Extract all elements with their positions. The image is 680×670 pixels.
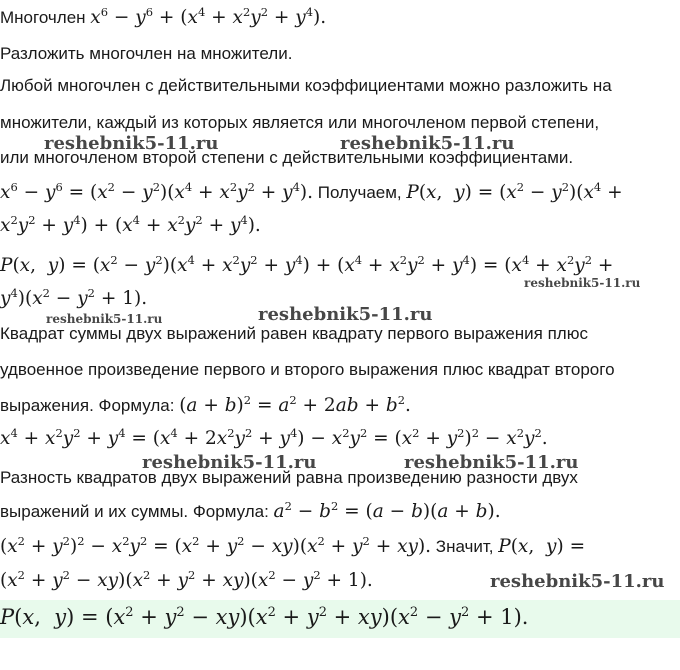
watermark: reshebnik5-11.ru bbox=[490, 571, 665, 592]
theory2-line-3 bbox=[0, 394, 411, 418]
step4-text: Значит, bbox=[431, 537, 499, 556]
step4-formula-a: $(x^2 + y^2)^2 - x^2y^2 = (x^2 + y^2 - xy)(x^2 + y^2 + xy)$. bbox=[0, 533, 432, 557]
watermark: reshebnik5-11.ru bbox=[524, 276, 641, 290]
answer-formula: P(x, $y) = (x^2 + y^2 - xy)(x^2 + y^2 + xy)(x^2 - y^2 + 1)$. bbox=[0, 604, 529, 629]
theory3-formula: $a^2 - b^2 = (a - b)(a + b)$. bbox=[273, 498, 501, 522]
theory1-line-1: Любой многочлен с действительными коэффициентами можно разложить на bbox=[0, 76, 612, 95]
step4-formula-b-1: P(x, y) = bbox=[498, 536, 586, 557]
task-line: Разложить многочлен на множители. bbox=[0, 44, 293, 63]
watermark: reshebnik5-11.ru bbox=[44, 133, 219, 154]
step4-formula-b-2: $(x^2 + y^2 - xy)(x^2 + y^2 + xy)(x^2 - y^2 + 1)$. bbox=[0, 567, 373, 591]
step3-line bbox=[0, 427, 548, 451]
step1-text: Получаем, bbox=[313, 183, 407, 202]
header-prefix: Многочлен bbox=[0, 8, 91, 27]
theory3-line-2 bbox=[0, 500, 501, 524]
step4-line-1 bbox=[0, 535, 585, 559]
watermark: reshebnik5-11.ru bbox=[404, 452, 579, 473]
step2-line-1 bbox=[0, 254, 613, 278]
theory2-line-1: Квадрат суммы двух выражений равен квадрату первого выражения плюс bbox=[0, 324, 588, 343]
watermark: reshebnik5-11.ru bbox=[142, 452, 317, 473]
answer-box bbox=[0, 600, 680, 638]
theory2-formula: $(a + b)^2 = a^2 + 2ab + b^2$. bbox=[179, 392, 411, 416]
step2-formula-2: $y^4)(x^2 - y^2 + 1)$. bbox=[0, 285, 148, 309]
theory3-line-1: Разность квадратов двух выражений равна произведению разности двух bbox=[0, 468, 578, 487]
theory1-line-3: или многочленом второй степени с действительными коэффициентами. bbox=[0, 148, 574, 167]
header-line bbox=[0, 6, 326, 30]
step3-formula: $x^4 + x^2y^2 + y^4 = (x^4 + 2x^2y^2 + y^4) - x^2y^2 = (x^2 + y^2)^2 - x^2y^2$. bbox=[0, 425, 548, 449]
theory3-text: выражений и их суммы. Формула: bbox=[0, 502, 274, 521]
watermark: reshebnik5-11.ru bbox=[258, 304, 433, 325]
theory2-text: выражения. Формула: bbox=[0, 396, 180, 415]
step1-formula-b-2: $x^2y^2 + y^4) + (x^4 + x^2y^2 + y^4)$. bbox=[0, 212, 261, 236]
theory1-line-2: множители, каждый из которых является или многочленом первой степени, bbox=[0, 113, 600, 132]
step1-formula-a: $x^6 - y^6 = (x^2 - y^2)(x^4 + x^2y^2 + y^4)$. bbox=[0, 179, 314, 203]
step2-line-2 bbox=[0, 287, 147, 311]
watermark: reshebnik5-11.ru bbox=[340, 133, 515, 154]
step1-line-1 bbox=[0, 181, 623, 205]
watermark: reshebnik5-11.ru bbox=[46, 312, 163, 326]
step1-formula-b-1: P(x, $y) = (x^2 - y^2)(x^4$ + bbox=[406, 179, 623, 203]
theory2-line-2: удвоенное произведение первого и второго выражения плюс квадрат второго bbox=[0, 360, 615, 379]
step1-line-2 bbox=[0, 214, 261, 238]
step2-formula-1: P(x, $y) = (x^2 - y^2)(x^4 + x^2y^2 + y^4) + (x^4 + x^2y^2 + y^4) = (x^4 + x^2y^2$ + bbox=[0, 252, 614, 276]
step4-line-2 bbox=[0, 569, 373, 593]
header-formula: $x^6 - y^6 + (x^4 + x^2y^2 + y^4)$. bbox=[90, 4, 327, 28]
